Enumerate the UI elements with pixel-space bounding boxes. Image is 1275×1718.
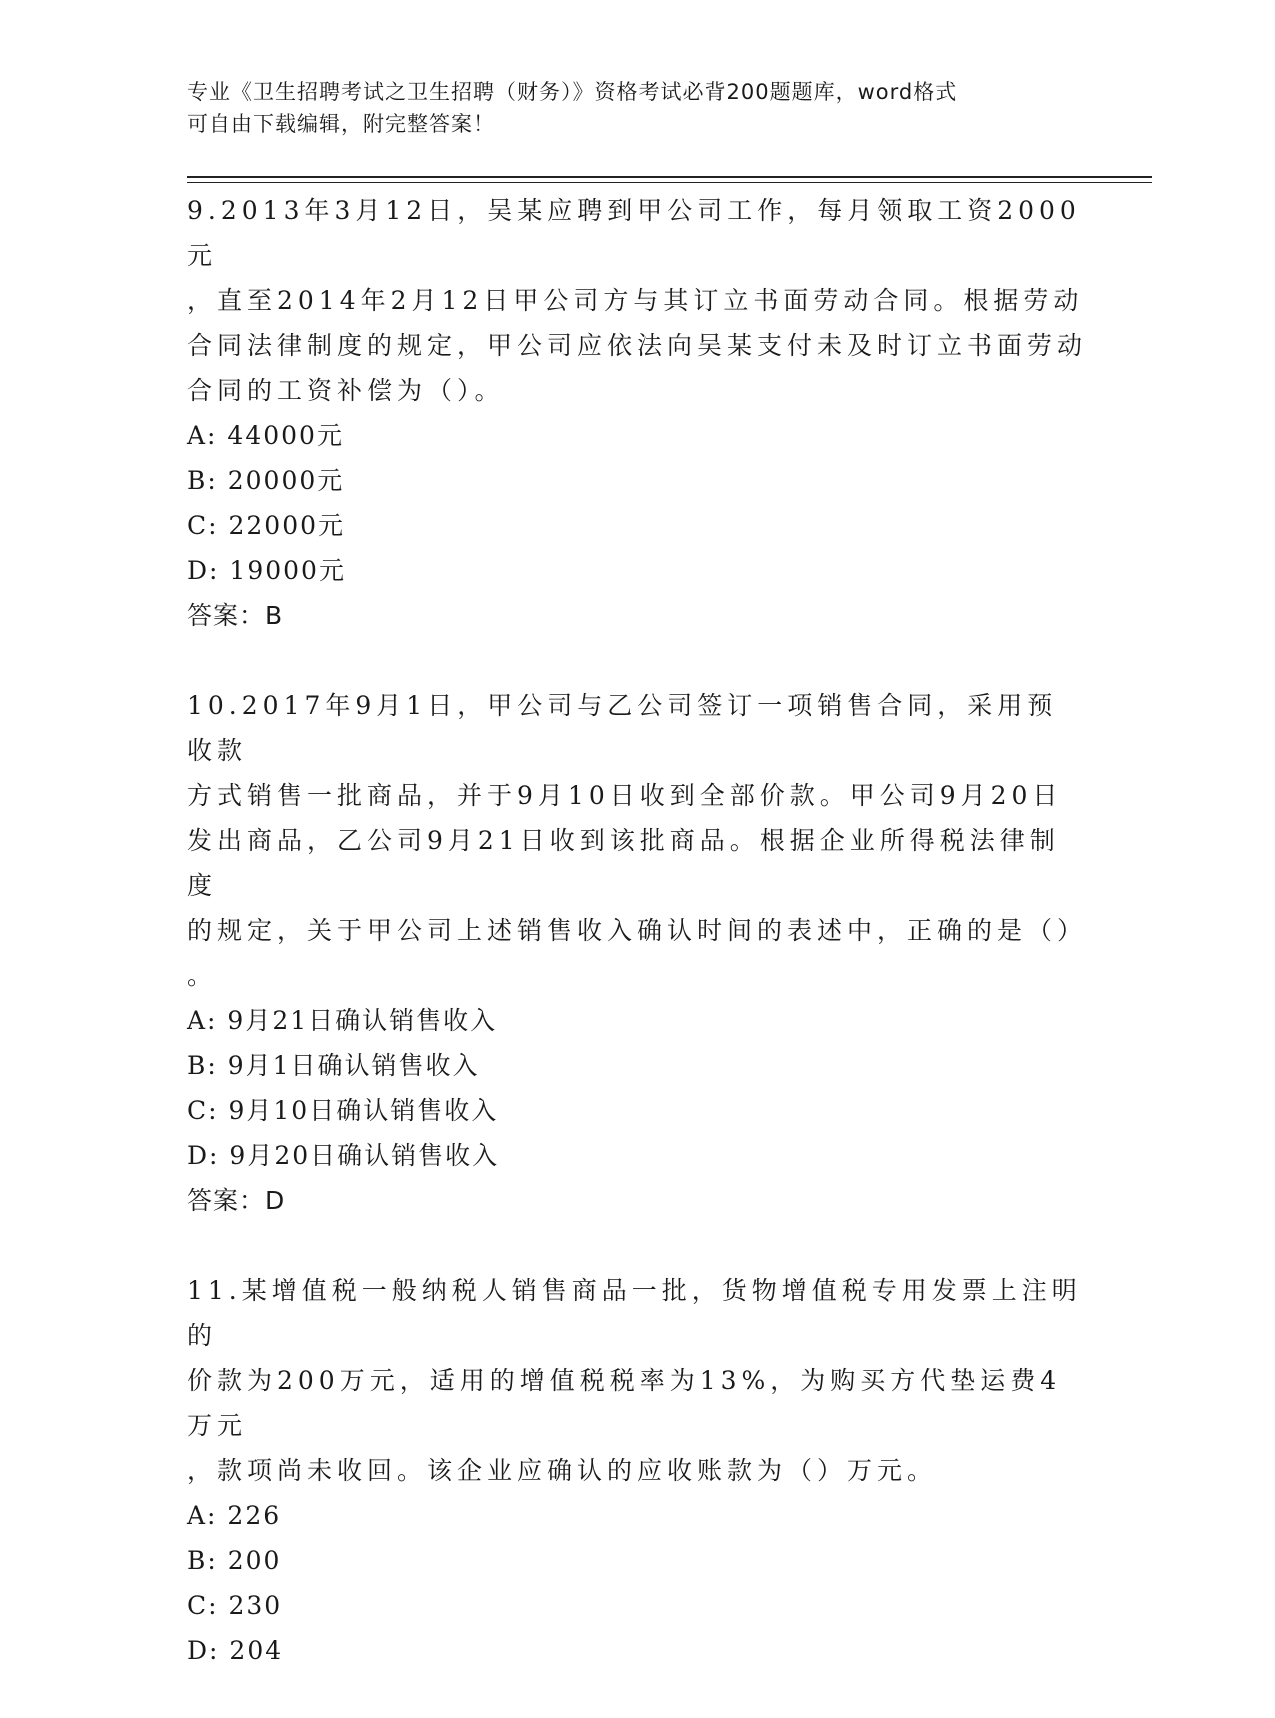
question-9 xyxy=(187,188,1087,638)
question-10 xyxy=(187,683,1087,1223)
option-c: C: 230 xyxy=(187,1591,283,1620)
option-a: A: 9月21日确认销售收入 xyxy=(187,1006,498,1035)
question-text: 10.2017年9月1日，甲公司与乙公司签订一项销售合同，采用预收款 方式销售一批商品，并于9月10日收到全部价款。甲公司9月20日 发出商品，乙公司9月21日收到该批商品。根据企业所得税法律制度 的规定，关于甲公司上述销售收入确认时间的表述中，正确的是（） 。 xyxy=(187,691,1088,990)
question-list xyxy=(187,188,1087,1718)
document-header xyxy=(187,76,1067,140)
option-b: B: 9月1日确认销售收入 xyxy=(187,1051,480,1080)
option-d: D: 9月20日确认销售收入 xyxy=(187,1141,500,1170)
header-line-2: 可自由下载编辑，附完整答案！ xyxy=(187,112,495,136)
option-a: A: 44000元 xyxy=(187,421,344,450)
option-d: D: 19000元 xyxy=(187,556,346,585)
answer: 答案：D xyxy=(187,1186,286,1215)
option-a: A: 226 xyxy=(187,1501,282,1530)
header-rule-thin xyxy=(187,182,1152,183)
question-text: 11.某增值税一般纳税人销售商品一批，货物增值税专用发票上注明的 价款为200万元，适用的增值税税率为13%，为购买方代垫运费4万元 ，款项尚未收回。该企业应确认的应收账款为（）万元。 xyxy=(187,1276,1082,1485)
answer: 答案：B xyxy=(187,601,284,630)
option-d: D: 204 xyxy=(187,1636,284,1665)
option-b: B: 200 xyxy=(187,1546,282,1575)
header-rule-thick xyxy=(187,176,1152,178)
option-c: C: 22000元 xyxy=(187,511,346,540)
option-b: B: 20000元 xyxy=(187,466,345,495)
question-11 xyxy=(187,1268,1087,1673)
option-c: C: 9月10日确认销售收入 xyxy=(187,1096,499,1125)
question-text: 9.2013年3月12日，吴某应聘到甲公司工作，每月领取工资2000元 ，直至2014年2月12日甲公司方与其订立书面劳动合同。根据劳动 合同法律制度的规定，甲公司应依法向吴某支付未及时订立书面劳动 合同的工资补偿为（）。 xyxy=(187,196,1088,405)
header-line-1: 专业《卫生招聘考试之卫生招聘（财务）》资格考试必背200题题库，word格式 xyxy=(187,80,958,104)
